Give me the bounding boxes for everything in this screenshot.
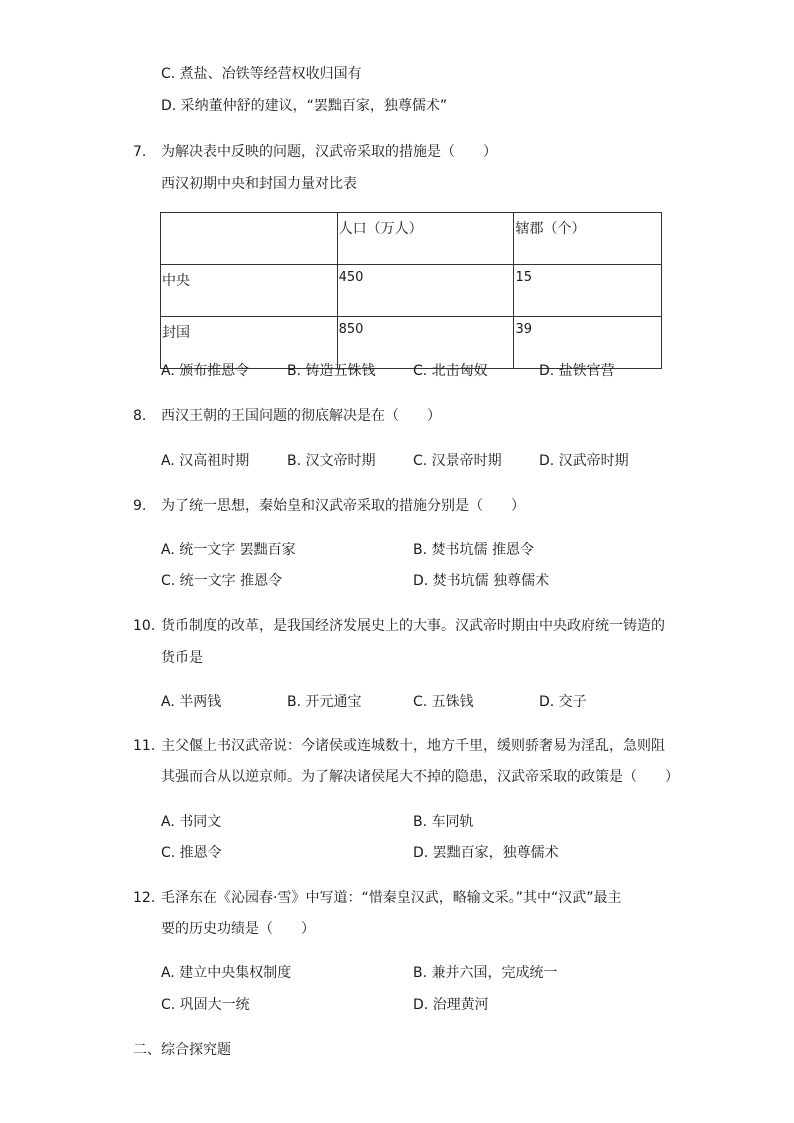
section-title: 二、综合探究题 <box>133 1042 231 1058</box>
q12-number: 12. <box>133 890 156 906</box>
table-cell: 850 <box>337 317 514 369</box>
q10-option-a[interactable]: A. 半两钱 <box>161 694 222 710</box>
prev-option-d: D. 采纳董仲舒的建议，“罢黜百家，独尊儒术” <box>161 98 448 114</box>
q9-number: 9. <box>133 498 147 514</box>
prev-option-c: C. 煮盐、冶铁等经营权收归国有 <box>161 66 362 82</box>
q8-option-c[interactable]: C. 汉景帝时期 <box>413 453 502 469</box>
q8-option-a[interactable]: A. 汉高祖时期 <box>161 453 250 469</box>
table-cell: 中央 <box>161 265 338 317</box>
q10-text-line1: 货币制度的改革，是我国经济发展史上的大事。汉武帝时期由中央政府统一铸造的 <box>161 618 665 634</box>
q8-option-d[interactable]: D. 汉武帝时期 <box>539 453 629 469</box>
table-cell: 39 <box>514 317 662 369</box>
q8-text: 西汉王朝的王国问题的彻底解决是在（ ） <box>161 408 441 424</box>
q10-number: 10. <box>133 618 156 634</box>
table-cell: 450 <box>337 265 514 317</box>
q11-option-c[interactable]: C. 推恩令 <box>161 845 222 861</box>
q8-option-b[interactable]: B. 汉文帝时期 <box>287 453 376 469</box>
table-cell: 15 <box>514 265 662 317</box>
q12-option-d[interactable]: D. 治理黄河 <box>413 997 489 1013</box>
q12-text-line2: 要的历史功绩是（ ） <box>161 921 315 937</box>
q11-number: 11. <box>133 738 156 754</box>
q11-text-line1: 主父偃上书汉武帝说：今诸侯或连城数十，地方千里，缓则骄奢易为淫乱，急则阻 <box>161 738 665 754</box>
q7-option-d[interactable]: D. 盐铁官营 <box>539 363 615 379</box>
q9-option-a[interactable]: A. 统一文字 罢黜百家 <box>161 542 296 558</box>
q9-option-d[interactable]: D. 焚书坑儒 独尊儒术 <box>413 573 550 589</box>
q7-option-b[interactable]: B. 铸造五铢钱 <box>287 363 376 379</box>
table-row <box>161 213 662 265</box>
table-cell: 封国 <box>161 317 338 369</box>
q7-number: 7. <box>133 144 147 160</box>
q10-option-d[interactable]: D. 交子 <box>539 694 587 710</box>
q12-option-a[interactable]: A. 建立中央集权制度 <box>161 965 292 981</box>
table-header-cell: 人口（万人） <box>337 213 514 265</box>
q8-number: 8. <box>133 408 147 424</box>
q7-table-title: 西汉初期中央和封国力量对比表 <box>161 176 357 192</box>
table-header-cell <box>161 213 338 265</box>
q9-text: 为了统一思想，秦始皇和汉武帝采取的措施分别是（ ） <box>161 498 525 514</box>
q12-text-line1: 毛泽东在《沁园春·雪》中写道：“惜秦皇汉武，略输文采。”其中“汉武”最主 <box>161 890 622 906</box>
q10-text-line2: 货币是 <box>161 650 203 666</box>
q12-option-b[interactable]: B. 兼并六国，完成统一 <box>413 965 558 981</box>
q9-option-b[interactable]: B. 焚书坑儒 推恩令 <box>413 542 534 558</box>
q11-option-a[interactable]: A. 书同文 <box>161 814 222 830</box>
q7-option-a[interactable]: A. 颁布推恩令 <box>161 363 250 379</box>
q11-option-d[interactable]: D. 罢黜百家，独尊儒术 <box>413 845 559 861</box>
q10-option-b[interactable]: B. 开元通宝 <box>287 694 362 710</box>
q11-text-line2: 其强而合从以逆京师。为了解决诸侯尾大不掉的隐患，汉武帝采取的政策是（ ） <box>161 769 679 785</box>
q11-option-b[interactable]: B. 车同轨 <box>413 814 474 830</box>
q7-data-table <box>160 212 662 369</box>
table-row <box>161 265 662 317</box>
q10-option-c[interactable]: C. 五铢钱 <box>413 694 474 710</box>
q9-option-c[interactable]: C. 统一文字 推恩令 <box>161 573 283 589</box>
q7-text: 为解决表中反映的问题，汉武帝采取的措施是（ ） <box>161 144 497 160</box>
table-header-cell: 辖郡（个） <box>514 213 662 265</box>
q7-option-c[interactable]: C. 北击匈奴 <box>413 363 488 379</box>
q12-option-c[interactable]: C. 巩固大一统 <box>161 997 250 1013</box>
